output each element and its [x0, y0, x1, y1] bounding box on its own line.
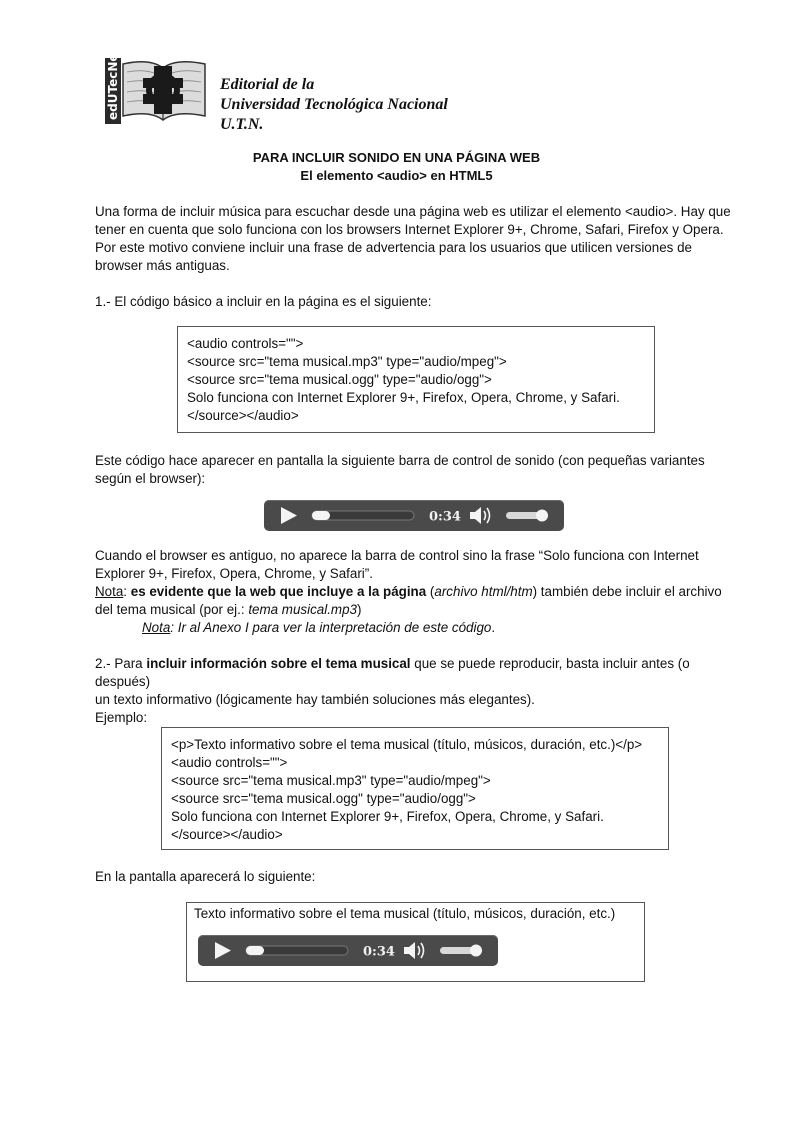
time-display: 0:34 — [429, 509, 461, 525]
editorial-line-3: U.T.N. — [220, 116, 264, 133]
text-fragment: ) — [356, 602, 362, 617]
text-fragment: . — [491, 620, 496, 635]
intro-paragraph — [95, 203, 745, 275]
text-line: según el browser): — [95, 471, 206, 486]
code-line: <source src="tema musical.ogg" type="audio/ogg"> — [171, 791, 476, 806]
volume-slider[interactable] — [506, 510, 548, 522]
text-fragment: ) también debe incluir el archivo — [532, 584, 722, 599]
code-line: <audio controls=""> — [171, 755, 288, 770]
code-line: Solo funciona con Internet Explorer 9+, Firefox, Opera, Chrome, y Safari. — [187, 390, 620, 405]
bold-text: incluir información sobre el tema musical — [146, 656, 411, 671]
italic-text: archivo html/htm — [434, 584, 533, 599]
intro-line: tener en cuenta que solo funciona con los browsers Internet Explorer 9+, Chrome, Safari, Firefox y Opera. — [95, 222, 724, 237]
play-icon[interactable] — [215, 942, 231, 959]
intro-line: browser más antiguas. — [95, 258, 230, 273]
nota2-line — [95, 619, 745, 637]
progress-bar[interactable] — [246, 946, 348, 955]
nota-label: Nota — [95, 584, 124, 599]
step2-line-3: Ejemplo: — [95, 710, 148, 725]
step2-line-1 — [95, 655, 745, 691]
edutecne-logo — [105, 58, 207, 124]
text-line: Explorer 9+, Firefox, Opera, Chrome, y Safari”. — [95, 566, 373, 581]
italic-text: : Ir al Anexo I para ver la interpretación de este código — [170, 620, 492, 635]
text-line: Este código hace aparecer en pantalla la siguiente barra de control de sonido (con pequeñas variantes — [95, 453, 705, 468]
code-line: <audio controls=""> — [187, 336, 304, 351]
code-box-2 — [161, 727, 669, 850]
audio-player — [264, 500, 564, 531]
editorial-line-1: Editorial de la — [220, 76, 315, 93]
after-code-paragraph — [95, 452, 745, 488]
editorial-header — [220, 75, 448, 135]
text-fragment: que se puede reproducir, basta incluir antes (o después) — [95, 656, 690, 689]
step2-line-2: un texto informativo (lógicamente hay también soluciones más elegantes). — [95, 692, 535, 707]
code-line: <p>Texto informativo sobre el tema musical (título, músicos, duración, etc.)</p> — [171, 737, 643, 752]
doc-title: PARA INCLUIR SONIDO EN UNA PÁGINA WEB — [252, 150, 541, 165]
text-fragment: ( — [426, 584, 435, 599]
italic-text: tema musical.mp3 — [248, 602, 357, 617]
code-line: <source src="tema musical.mp3" type="audio/mpeg"> — [187, 354, 507, 369]
code-line: <source src="tema musical.ogg" type="audio/ogg"> — [187, 372, 492, 387]
text-fragment: 2.- Para — [95, 656, 147, 671]
nota1-line — [95, 583, 745, 601]
volume-icon[interactable] — [404, 942, 424, 959]
step1-heading: 1.- El código básico a incluir en la página es el siguiente: — [95, 294, 432, 309]
doc-subtitle: El elemento <audio> en HTML5 — [300, 168, 493, 183]
progress-bar[interactable] — [312, 511, 414, 520]
volume-slider[interactable] — [440, 945, 482, 957]
code-box-1 — [177, 326, 655, 433]
play-icon[interactable] — [281, 507, 297, 524]
volume-icon[interactable] — [470, 507, 490, 524]
separator: : — [123, 584, 131, 599]
intro-line: Por este motivo conviene incluir una frase de advertencia para los usuarios que utilicen versiones de — [95, 240, 692, 255]
example-text: Texto informativo sobre el tema musical (título, músicos, duración, etc.) — [194, 906, 616, 921]
editorial-line-2: Universidad Tecnológica Nacional — [220, 96, 448, 113]
code-line: <source src="tema musical.mp3" type="audio/mpeg"> — [171, 773, 491, 788]
code-line: Solo funciona con Internet Explorer 9+, Firefox, Opera, Chrome, y Safari. — [171, 809, 604, 824]
bold-text: es evidente que la web que incluye a la página — [130, 584, 427, 599]
code-line: </source></audio> — [171, 827, 283, 842]
intro-line: Una forma de incluir música para escuchar desde una página web es utilizar el elemento <audio>. Hay que — [95, 204, 731, 219]
audio-player-example — [198, 935, 498, 966]
time-display: 0:34 — [363, 944, 395, 960]
screen-intro: En la pantalla aparecerá lo siguiente: — [95, 869, 316, 884]
nota1-line-2 — [95, 601, 745, 619]
nota-label: Nota — [142, 620, 171, 635]
text-line: Cuando el browser es antiguo, no aparece la barra de control sino la frase “Solo funciona con Internet — [95, 548, 699, 563]
code-line: </source></audio> — [187, 408, 299, 423]
step2-paragraph — [95, 655, 745, 727]
logo-text: edUTecNe — [106, 58, 120, 120]
old-browser-paragraph — [95, 547, 745, 637]
text-fragment: del tema musical (por ej.: — [95, 602, 249, 617]
